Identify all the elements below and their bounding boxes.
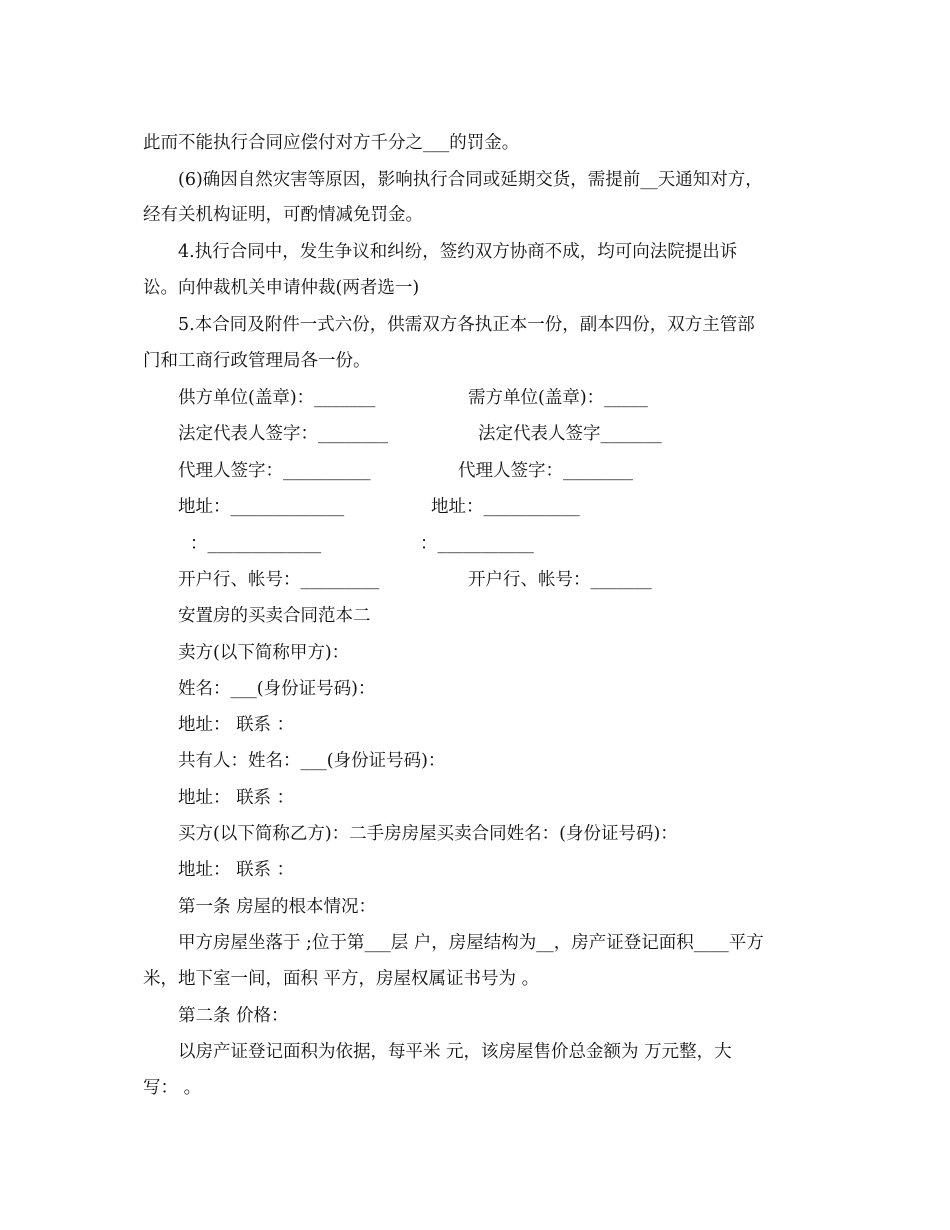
article1-title: 第一条 房屋的根本情况：	[178, 897, 377, 917]
paragraph-line: 以房产证登记面积为依据，每平米 元，该房屋售价总金额为 万元整，大	[178, 1042, 732, 1062]
coowner-field: 共有人：姓名：___(身份证号码)：	[178, 751, 446, 771]
phone-left-field: ：_____________	[190, 534, 322, 554]
supplier-unit-field: 供方单位(盖章)：_______	[178, 388, 376, 408]
paragraph-line: 讼。向仲裁机关申请仲裁(两者选一)	[143, 278, 420, 298]
legal-rep-right-field: 法定代表人签字_______	[478, 424, 662, 444]
paragraph-line: 经有关机构证明，可酌情减免罚金。	[143, 205, 423, 225]
phone-right-field: ：___________	[420, 534, 534, 554]
buyer-heading: 买方(以下简称乙方)：二手房房屋买卖合同姓名：(身份证号码)：	[178, 824, 678, 844]
coowner-address-field: 地址： 联系 ：	[178, 788, 295, 808]
buyer-address-field: 地址： 联系 ：	[178, 860, 295, 880]
contract2-title: 安置房的买卖合同范本二	[178, 606, 371, 626]
address-right-field: 地址：___________	[431, 497, 580, 517]
legal-rep-left-field: 法定代表人签字：________	[178, 424, 388, 444]
agent-left-field: 代理人签字：__________	[178, 461, 371, 481]
address-left-field: 地址：_____________	[178, 497, 345, 517]
paragraph-line: 米，地下室一间，面积 平方，房屋权属证书号为 。	[143, 969, 540, 989]
paragraph-line: 此而不能执行合同应偿付对方千分之___的罚金。	[143, 133, 520, 153]
paragraph-line: 5.本合同及附件一式六份，供需双方各执正本一份，副本四份，双方主管部	[178, 315, 755, 335]
paragraph-line: 甲方房屋坐落于 ;位于第___层 户，房屋结构为__，房产证登记面积____平方	[178, 933, 764, 953]
agent-right-field: 代理人签字：________	[458, 461, 633, 481]
buyer-unit-field: 需方单位(盖章)：_____	[468, 388, 648, 408]
paragraph-line: 4.执行合同中，发生争议和纠纷，签约双方协商不成，均可向法院提出诉	[178, 242, 738, 262]
bank-right-field: 开户行、帐号：_______	[468, 570, 652, 590]
seller-name-field: 姓名：___(身份证号码)：	[178, 679, 376, 699]
paragraph-line: 门和工商行政管理局各一份。	[143, 351, 371, 371]
article2-title: 第二条 价格：	[178, 1006, 289, 1026]
bank-left-field: 开户行、帐号：_________	[178, 570, 380, 590]
seller-address-field: 地址： 联系 ：	[178, 715, 295, 735]
paragraph-line: 写： 。	[143, 1078, 202, 1098]
seller-heading: 卖方(以下简称甲方)：	[178, 643, 350, 663]
paragraph-line: (6)确因自然灾害等原因，影响执行合同或延期交货，需提前__天通知对方，	[178, 170, 763, 190]
